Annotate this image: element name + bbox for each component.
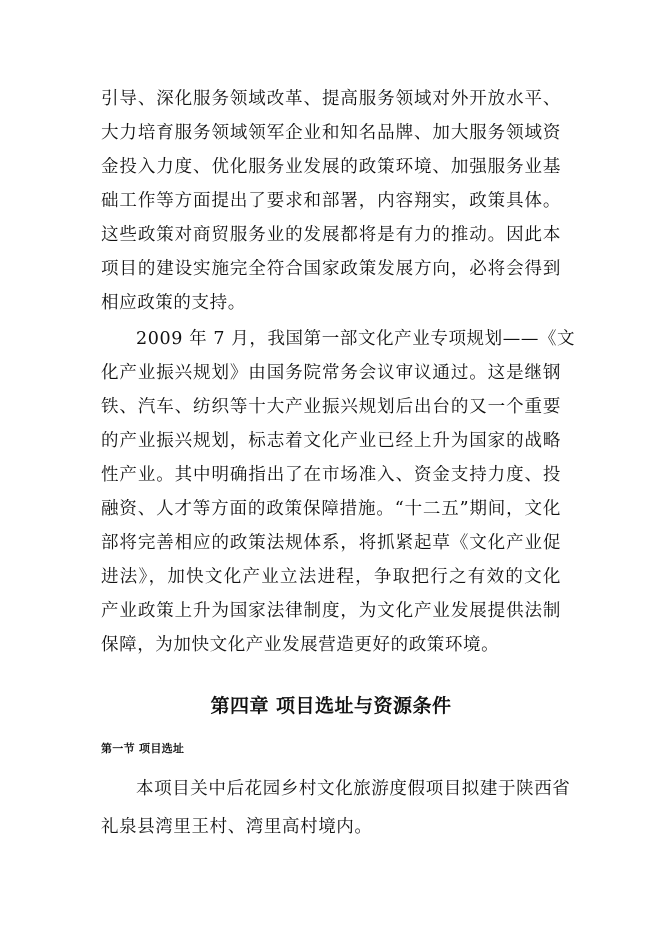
paragraph-2-line-10: 保障，为加快文化产业发展营造更好的政策环境。 (101, 635, 500, 655)
paragraph-2-line-7: 部将完善相应的政策法规体系，将抓紧起草《文化产业促 (101, 533, 561, 553)
paragraph-2-line-3: 铁、汽车、纺织等十大产业振兴规划后出台的又一个重要 (101, 397, 561, 417)
paragraph-2-line-2: 化产业振兴规划》由国务院常务会议审议通过。这是继钢 (101, 363, 561, 383)
paragraph-2-line-5: 性产业。其中明确指出了在市场准入、资金支持力度、投 (101, 465, 561, 485)
paragraph-1-line-4: 础工作等方面提出了要求和部署，内容翔实，政策具体。 (101, 191, 561, 211)
paragraph-1-line-5: 这些政策对商贸服务业的发展都将是有力的推动。因此本 (101, 225, 561, 245)
paragraph-2-line-6: 融资、人才等方面的政策保障措施。“十二五”期间，文化 (101, 499, 561, 519)
paragraph-2-line-9: 产业政策上升为国家法律制度，为文化产业发展提供法制 (101, 601, 561, 621)
chapter-title: 第四章 项目选址与资源条件 (210, 695, 452, 717)
paragraph-1-line-7: 相应政策的支持。 (101, 293, 246, 313)
paragraph-1-line-2: 大力培育服务领域领军企业和知名品牌、加大服务领域资 (101, 123, 561, 143)
paragraph-2-line-4: 的产业振兴规划，标志着文化产业已经上升为国家的战略 (101, 431, 561, 451)
paragraph-2-line-1: 2009 年 7 月，我国第一部文化产业专项规划——《文 (136, 329, 576, 349)
section-title: 第一节 项目选址 (101, 742, 185, 755)
paragraph-3-line-1: 本项目关中后花园乡村文化旅游度假项目拟建于陕西省 (136, 779, 571, 799)
paragraph-3-line-2: 礼泉县湾里王村、湾里高村境内。 (101, 817, 373, 837)
paragraph-1-line-6: 项目的建设实施完全符合国家政策发展方向，必将会得到 (101, 259, 561, 279)
paragraph-1-line-3: 金投入力度、优化服务业发展的政策环境、加强服务业基 (101, 157, 561, 177)
paragraph-2-line-8: 进法》，加快文化产业立法进程，争取把行之有效的文化 (101, 567, 561, 587)
paragraph-1-line-1: 引导、深化服务领域改革、提高服务领域对外开放水平、 (101, 89, 561, 109)
